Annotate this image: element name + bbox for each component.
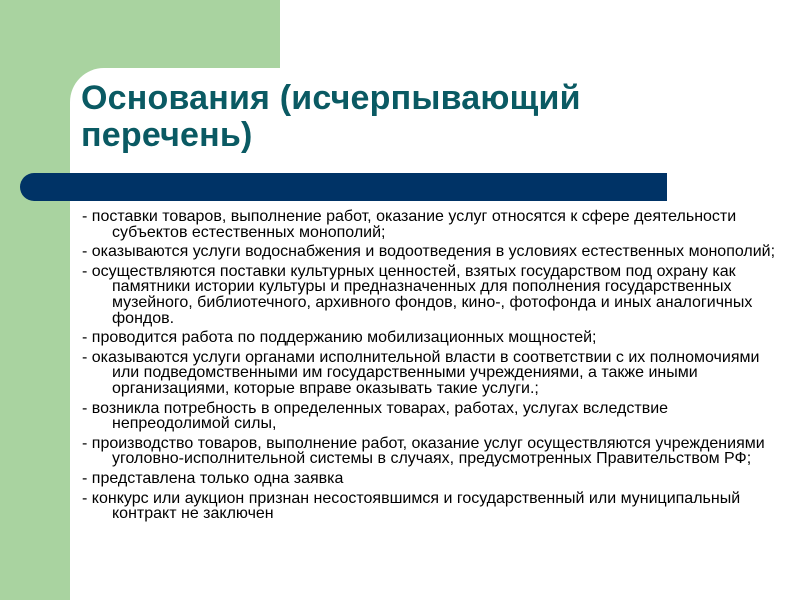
grounds-list	[82, 209, 788, 526]
list-item: - осуществляются поставки культурных ценностей, взятых государством под охрану как памятники истории культуры и предназначенных для пополнения государственных музейного, библиотечного, архивного фондов, кино-, фотофонда и иных аналогичных фондов.	[82, 262, 753, 327]
list-item: - поставки товаров, выполнение работ, оказание услуг относятся к сфере деятельности субъектов естественных монополий;	[82, 208, 737, 241]
slide-title	[81, 80, 721, 154]
list-item: - представлена только одна заявка	[82, 469, 344, 487]
list-item: - возникла потребность в определенных товарах, работах, услугах вследствие непреодолимой силы,	[82, 399, 669, 433]
list-item: - конкурс или аукцион признан несостоявшимся и государственный или муниципальный контракт не заключен	[82, 489, 741, 523]
list-item: - оказываются услуги водоснабжения и водоотведения в условиях естественных монополий;	[82, 243, 776, 261]
slide-title-line-2: перечень)	[81, 116, 253, 154]
title-underline-bar	[20, 173, 667, 201]
list-item: - производство товаров, выполнение работ, оказание услуг осуществляются учреждениями уголовно-исполнительной системы в случаях, предусмотренных Правительством РФ;	[82, 434, 765, 468]
slide-title-line-1: Основания (исчерпывающий	[81, 79, 581, 117]
list-item: - оказываются услуги органами исполнительной власти в соответствии с их полномочиями или подведомственными им государственными учреждениями, а также иными организациями, которые вправе оказывать такие услуги.;	[82, 348, 760, 397]
list-item: - проводится работа по поддержанию мобилизационных мощностей;	[82, 329, 597, 347]
